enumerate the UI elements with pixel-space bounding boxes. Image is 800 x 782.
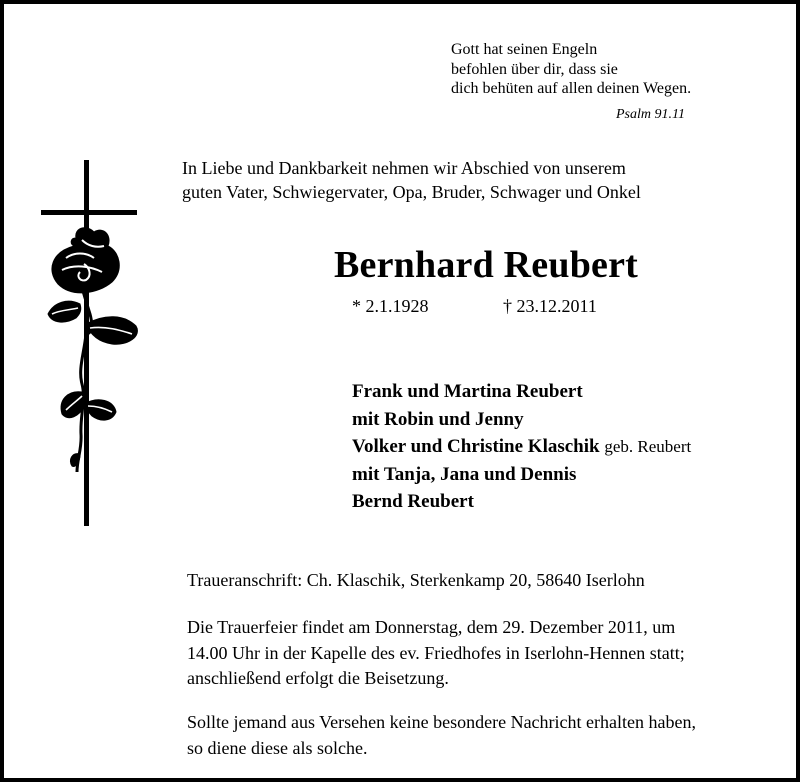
mourner-row xyxy=(352,406,691,434)
note-line: Sollte jemand aus Versehen keine besondere Nachricht erhalten haben, xyxy=(187,712,696,732)
intro-text xyxy=(182,156,641,204)
mourner-name: mit Robin und Jenny xyxy=(352,408,524,430)
bible-verse xyxy=(451,40,691,99)
deceased-name: Bernhard Reubert xyxy=(334,244,639,286)
mourner-row xyxy=(352,461,691,489)
funeral-details xyxy=(187,615,685,692)
verse-line: befohlen über dir, dass sie xyxy=(451,60,618,78)
verse-source: Psalm 91.11 xyxy=(616,107,685,122)
mourner-name: Frank und Martina Reubert xyxy=(352,381,583,402)
birth-date: * 2.1.1928 xyxy=(352,296,429,316)
funeral-line: Die Trauerfeier findet am Donnerstag, dem 29. Dezember 2011, um xyxy=(187,617,676,637)
mourning-address: Traueranschrift: Ch. Klaschik, Sterkenkamp 20, 58640 Iserlohn xyxy=(187,570,645,590)
rose-icon xyxy=(48,228,137,472)
intro-line: In Liebe und Dankbarkeit nehmen wir Abschied von unserem xyxy=(182,158,626,178)
intro-line: guten Vater, Schwiegervater, Opa, Bruder, Schwager und Onkel xyxy=(182,182,641,202)
mourners-list xyxy=(352,378,691,516)
closing-note xyxy=(187,710,696,761)
verse-line: dich behüten auf allen deinen Wegen. xyxy=(451,80,692,97)
mourner-row xyxy=(352,488,691,516)
maiden-name-note: geb. Reubert xyxy=(604,437,692,456)
funeral-line: 14.00 Uhr in der Kapelle des ev. Friedhofes in Iserlohn-Hennen statt; xyxy=(187,642,685,663)
mourner-row xyxy=(352,378,691,406)
mourner-name: Volker und Christine Klaschik xyxy=(352,436,600,457)
funeral-line: anschließend erfolgt die Beisetzung. xyxy=(187,668,449,688)
mourner-name: mit Tanja, Jana und Dennis xyxy=(352,463,577,485)
mourner-name: Bernd Reubert xyxy=(352,491,474,512)
mourner-row xyxy=(352,433,691,461)
verse-line: Gott hat seinen Engeln xyxy=(451,41,598,58)
cross-and-rose xyxy=(24,154,148,529)
note-line: so diene diese als solche. xyxy=(187,737,368,758)
death-date: † 23.12.2011 xyxy=(503,296,597,316)
